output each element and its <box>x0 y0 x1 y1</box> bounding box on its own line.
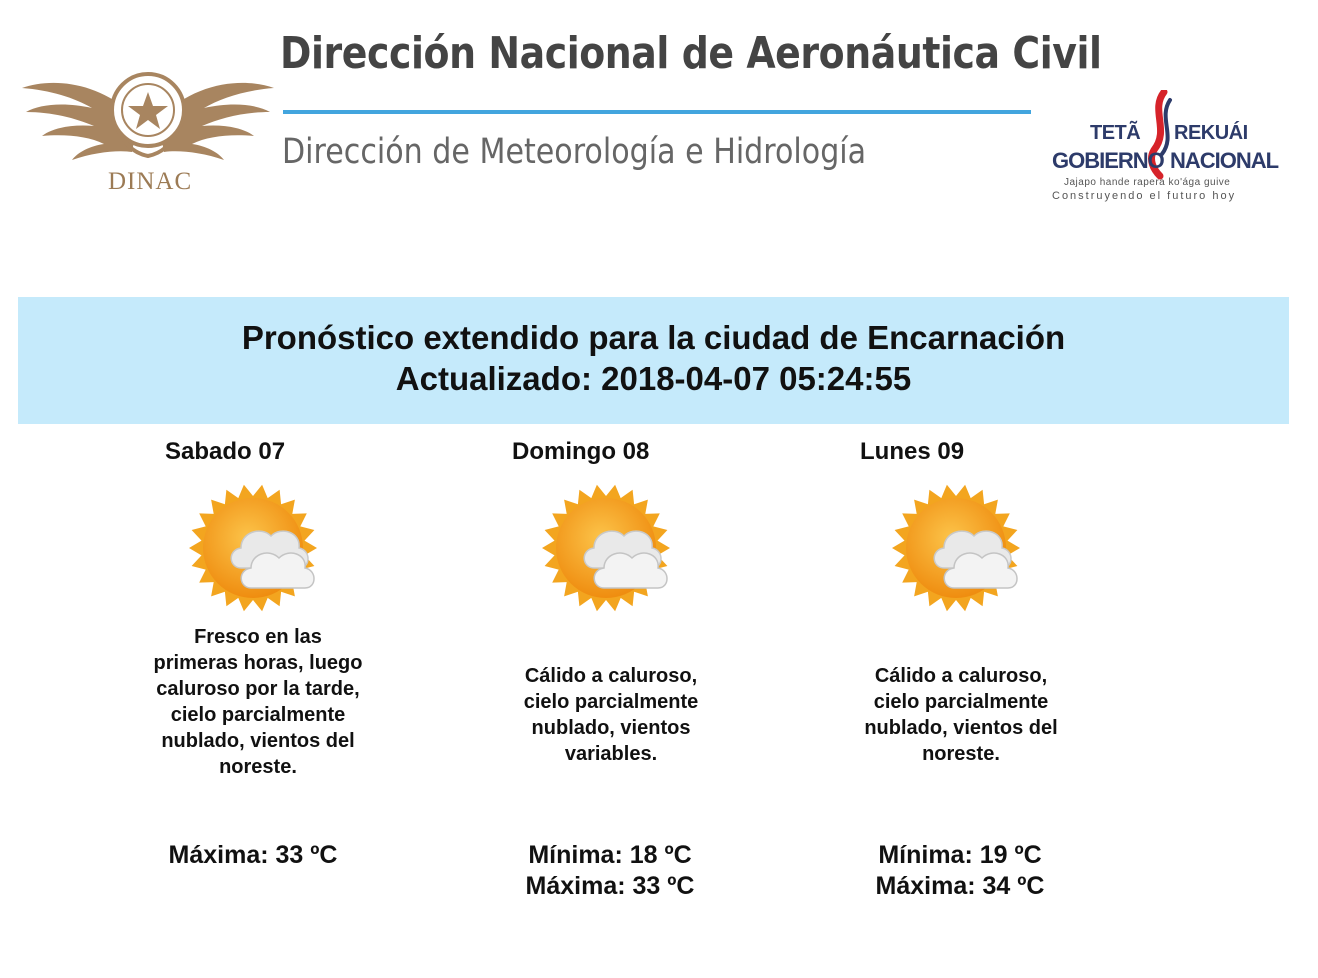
temp-max: Máxima: 33 ºC <box>168 841 338 869</box>
forecast-banner <box>18 297 1289 424</box>
day-temperatures <box>490 840 730 902</box>
title-divider <box>283 110 1031 114</box>
page-subtitle: Dirección de Meteorología e Hidrología <box>282 132 867 172</box>
temp-min: Mínima: 18 ºC <box>528 841 692 869</box>
temp-max: Máxima: 34 ºC <box>875 872 1045 900</box>
day-temperatures <box>840 840 1080 902</box>
partly-cloudy-icon <box>542 484 674 616</box>
government-logo-teta: TETÃ <box>1090 122 1141 144</box>
dinac-logo-text: DINAC <box>108 168 193 195</box>
temp-min: Mínima: 19 ºC <box>878 841 1042 869</box>
day-name: Lunes 09 <box>860 438 965 465</box>
day-temperatures <box>133 840 373 871</box>
government-tagline-guarani: Jajapo hande rapera ko'ága guive <box>1064 177 1231 188</box>
day-description: Cálido a caluroso, cielo parcialmente nublado, vientos del noreste. <box>864 665 1058 765</box>
government-logo-nacional: NACIONAL <box>1170 148 1279 173</box>
forecast-day-3 <box>860 438 1110 938</box>
day-name: Sabado 07 <box>165 438 286 465</box>
page-title: Dirección Nacional de Aeronáutica Civil <box>280 28 1102 79</box>
temp-max: Máxima: 33 ºC <box>525 872 695 900</box>
day-name: Domingo 08 <box>512 438 650 465</box>
partly-cloudy-icon <box>189 484 321 616</box>
partly-cloudy-icon <box>892 484 1024 616</box>
banner-title: Pronóstico extendido para la ciudad de Encarnación <box>241 319 1066 356</box>
government-logo-rekuai: REKUÁI <box>1174 122 1248 144</box>
day-description: Cálido a caluroso, cielo parcialmente nublado, vientos variables. <box>523 665 699 765</box>
forecast-day-2 <box>512 438 762 938</box>
day-description: Fresco en las primeras horas, luego caluroso por la tarde, cielo parcialmente nublado, vientos del noreste. <box>153 626 363 778</box>
banner-updated: Actualizado: 2018-04-07 05:24:55 <box>395 360 912 397</box>
forecast-day-1 <box>153 438 415 938</box>
government-tagline-spanish: Construyendo el futuro hoy <box>1052 190 1237 202</box>
government-logo-gobierno: GOBIERNO <box>1052 148 1164 173</box>
header <box>0 0 1318 230</box>
